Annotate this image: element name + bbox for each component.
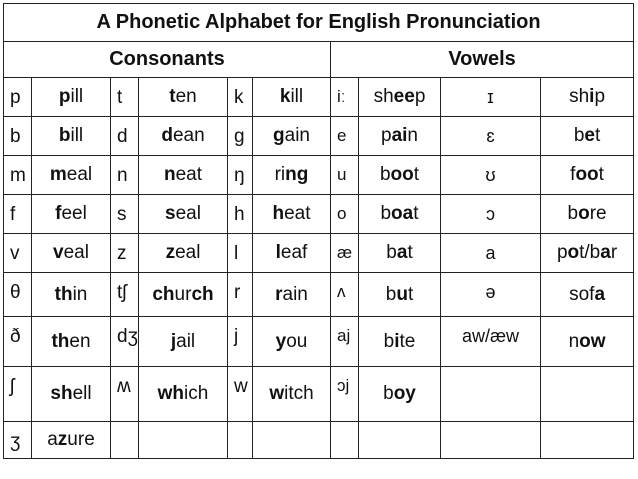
example-word (541, 156, 634, 195)
word-letters: b (380, 203, 392, 224)
highlighted-letters: h (272, 203, 285, 224)
highlighted-letters: p (58, 86, 71, 107)
consonant-symbol: l (228, 234, 253, 273)
table-row (4, 234, 634, 273)
table-row (4, 195, 634, 234)
example-word (541, 117, 634, 156)
empty-cell (111, 422, 139, 459)
consonant-symbol: t (111, 78, 139, 117)
vowel-symbol: ə (441, 273, 541, 317)
consonant-symbol: ʃ (4, 367, 32, 422)
highlighted-letters: a (600, 242, 611, 263)
word-letters: in (72, 283, 88, 305)
example-word (32, 117, 111, 156)
consonant-symbol: d (111, 117, 139, 156)
word-letters: ean (172, 125, 205, 146)
word-letters: t (407, 283, 414, 305)
empty-cell (441, 367, 541, 422)
highlighted-letters: oo (390, 164, 414, 185)
example-word (139, 117, 228, 156)
example-word (541, 273, 634, 317)
example-word (32, 78, 111, 117)
highlighted-letters: s (165, 203, 176, 224)
highlighted-letters: j (170, 330, 177, 352)
word-letters: b (386, 242, 397, 263)
example-word (541, 234, 634, 273)
highlighted-letters: y (275, 330, 287, 352)
word-letters: eel (61, 203, 87, 224)
example-word (139, 273, 228, 317)
highlighted-letters: k (279, 86, 291, 107)
highlighted-letters: ch (152, 283, 175, 305)
word-letters: n (568, 330, 580, 352)
example-word (139, 367, 228, 422)
consonant-symbol: ʒ (4, 422, 32, 459)
example-word (359, 78, 441, 117)
word-letters: n (407, 125, 418, 146)
vowel-symbol: ʌ (331, 273, 359, 317)
consonant-symbol: h (228, 195, 253, 234)
word-letters: t (594, 125, 601, 146)
example-word (139, 156, 228, 195)
highlighted-letters: oa (391, 203, 414, 224)
example-word (359, 367, 441, 422)
word-letters: te (399, 330, 416, 352)
example-word (32, 273, 111, 317)
example-word (139, 195, 228, 234)
highlighted-letters: oy (393, 383, 416, 404)
highlighted-letters: d (161, 125, 173, 146)
word-letters: t (407, 242, 413, 263)
highlighted-letters: t (169, 86, 176, 107)
consonant-symbol: j (228, 317, 253, 367)
word-letters: p (414, 86, 426, 107)
consonant-symbol: m (4, 156, 32, 195)
example-word (253, 234, 331, 273)
example-word (253, 367, 331, 422)
example-word (359, 234, 441, 273)
vowel-symbol: u (331, 156, 359, 195)
highlighted-letters: e (584, 125, 595, 146)
word-letters: b (383, 383, 394, 404)
word-letters: sof (569, 283, 595, 305)
highlighted-letters: w (269, 383, 285, 404)
consonant-symbol: s (111, 195, 139, 234)
example-word (139, 78, 228, 117)
highlighted-letters: n (163, 164, 176, 185)
example-word (253, 78, 331, 117)
word-letters: eat (284, 203, 311, 224)
word-letters: t (413, 203, 419, 224)
word-letters: b (385, 283, 397, 305)
table-row (4, 273, 634, 317)
word-letters: eal (63, 242, 89, 263)
highlighted-letters: a (396, 242, 408, 263)
word-letters: f (570, 164, 576, 185)
example-word (139, 317, 228, 367)
word-letters: ill (70, 125, 84, 146)
vowel-symbol: iː (331, 78, 359, 117)
example-word (253, 156, 331, 195)
consonant-symbol: ð (4, 317, 32, 367)
consonant-symbol: n (111, 156, 139, 195)
consonant-symbol: b (4, 117, 32, 156)
highlighted-letters: v (53, 242, 64, 263)
vowel-symbol: ɪ (441, 78, 541, 117)
word-letters: p (556, 242, 568, 263)
example-word (359, 156, 441, 195)
word-letters: p (594, 86, 606, 107)
table-title: A Phonetic Alphabet for English Pronunciation (4, 4, 634, 42)
table-row (4, 117, 634, 156)
empty-cell (139, 422, 228, 459)
highlighted-letters: z (57, 429, 68, 450)
example-word (359, 317, 441, 367)
empty-cell (541, 422, 634, 459)
consonant-symbol: k (228, 78, 253, 117)
empty-cell (541, 367, 634, 422)
highlighted-letters: b (58, 125, 71, 146)
table-row (4, 317, 634, 367)
word-letters: ail (176, 330, 196, 352)
consonant-symbol: θ (4, 273, 32, 317)
word-letters: t (598, 164, 604, 185)
word-letters: b (567, 203, 579, 224)
highlighted-letters: th (54, 283, 73, 305)
highlighted-letters: ai (391, 125, 408, 146)
highlighted-letters: sh (50, 383, 73, 404)
highlighted-letters: o (567, 242, 580, 263)
word-letters: eal (175, 203, 201, 224)
highlighted-letters: a (594, 283, 606, 305)
consonant-symbol: dʒ (111, 317, 139, 367)
word-letters: en (175, 86, 197, 107)
consonant-symbol: g (228, 117, 253, 156)
example-word (32, 234, 111, 273)
word-letters: ain (282, 283, 308, 305)
example-word (253, 117, 331, 156)
word-letters: t/b (579, 242, 601, 263)
highlighted-letters: r (275, 283, 283, 305)
consonant-symbol: p (4, 78, 32, 117)
word-letters: ill (290, 86, 304, 107)
word-letters: ri (274, 164, 286, 185)
vowel-symbol: aj (331, 317, 359, 367)
consonant-symbol: v (4, 234, 32, 273)
word-letters: ell (72, 383, 92, 404)
vowel-symbol: æ (331, 234, 359, 273)
word-letters: sh (569, 86, 590, 107)
word-letters: r (610, 242, 618, 263)
highlighted-letters: i (589, 86, 595, 107)
word-letters: ou (286, 330, 308, 352)
highlighted-letters: g (273, 125, 285, 146)
consonant-symbol: r (228, 273, 253, 317)
word-letters: ure (67, 429, 95, 450)
vowel-symbol: aw/æw (441, 317, 541, 367)
table-row (4, 422, 634, 459)
vowel-symbol: e (331, 117, 359, 156)
word-letters: eat (175, 164, 203, 185)
example-word (359, 273, 441, 317)
example-word (253, 273, 331, 317)
consonant-symbol: w (228, 367, 253, 422)
vowel-symbol: o (331, 195, 359, 234)
vowel-symbol: ɔj (331, 367, 359, 422)
consonant-symbol: z (111, 234, 139, 273)
word-letters: t (413, 164, 420, 185)
example-word (32, 317, 111, 367)
highlighted-letters: ng (285, 164, 309, 185)
vowel-symbol: ɔ (441, 195, 541, 234)
table-row (4, 156, 634, 195)
highlighted-letters: th (51, 330, 70, 352)
vowel-symbol: ɛ (441, 117, 541, 156)
empty-cell (331, 422, 359, 459)
word-letters: sh (373, 86, 394, 107)
example-word (32, 422, 111, 459)
example-word (541, 195, 634, 234)
example-word (139, 234, 228, 273)
word-letters: re (589, 203, 607, 224)
word-letters: eaf (280, 242, 308, 263)
table-row (4, 367, 634, 422)
highlighted-letters: ow (579, 330, 606, 352)
phonetic-table (3, 3, 634, 459)
empty-cell (228, 422, 253, 459)
example-word (32, 156, 111, 195)
highlighted-letters: i (394, 330, 400, 352)
table-row (4, 78, 634, 117)
example-word (253, 195, 331, 234)
highlighted-letters: ee (393, 86, 415, 107)
example-word (32, 195, 111, 234)
vowel-symbol: a (441, 234, 541, 273)
highlighted-letters: f (55, 203, 62, 224)
word-letters: eal (66, 164, 93, 185)
word-letters: p (380, 125, 392, 146)
word-letters: ich (184, 383, 209, 404)
highlighted-letters: ch (191, 283, 214, 305)
empty-cell (441, 422, 541, 459)
word-letters: b (573, 125, 585, 146)
highlighted-letters: z (165, 242, 176, 263)
vowels-header: Vowels (331, 42, 634, 78)
highlighted-letters: wh (157, 383, 185, 404)
word-letters: ur (174, 283, 192, 305)
word-letters: b (379, 164, 391, 185)
highlighted-letters: m (49, 164, 67, 185)
empty-cell (359, 422, 441, 459)
example-word (359, 195, 441, 234)
consonant-symbol: f (4, 195, 32, 234)
highlighted-letters: oo (575, 164, 599, 185)
word-letters: eal (175, 242, 201, 263)
highlighted-letters: o (578, 203, 590, 224)
example-word (541, 78, 634, 117)
example-word (541, 317, 634, 367)
highlighted-letters: l (275, 242, 281, 263)
empty-cell (253, 422, 331, 459)
consonant-symbol: ʍ (111, 367, 139, 422)
consonants-header: Consonants (4, 42, 331, 78)
word-letters: b (383, 330, 395, 352)
consonant-symbol: ŋ (228, 156, 253, 195)
word-letters: ain (284, 125, 310, 146)
word-letters: a (47, 429, 58, 450)
example-word (253, 317, 331, 367)
example-word (32, 367, 111, 422)
word-letters: ill (70, 86, 84, 107)
word-letters: en (69, 330, 91, 352)
example-word (359, 117, 441, 156)
highlighted-letters: u (396, 283, 408, 305)
consonant-symbol: tʃ (111, 273, 139, 317)
word-letters: itch (284, 383, 314, 404)
vowel-symbol: ʊ (441, 156, 541, 195)
